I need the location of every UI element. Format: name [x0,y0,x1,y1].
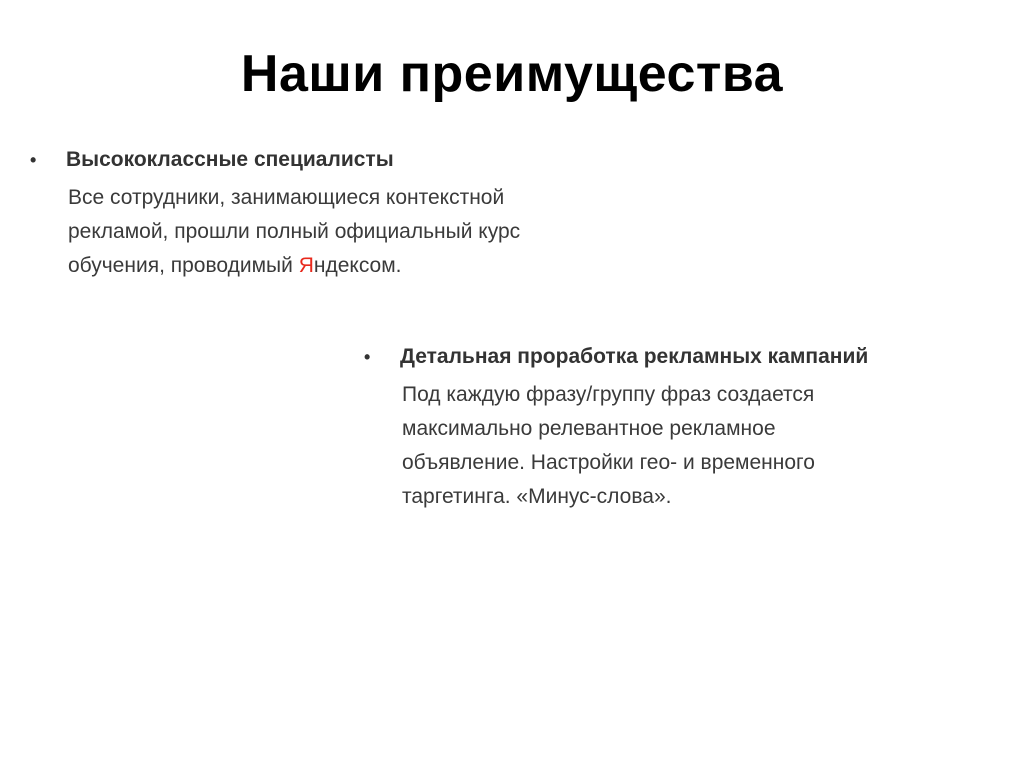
description-line: объявление. Настройки гео- и временного [402,451,815,474]
description-line: рекламой, прошли полный официальный курс [68,220,521,243]
bullet-icon: • [364,347,371,367]
slide-title: Наши преимущества [240,45,784,103]
description-line-text: обучения, проводимый [68,254,299,277]
advantage-heading-text: Высококлассные специалисты [66,148,394,171]
yandex-brand-letter: Я [298,254,314,277]
advantage-description [30,181,670,283]
advantage-heading [364,343,1004,371]
advantage-campaign-detail [364,343,1004,514]
description-line: Все сотрудники, занимающиеся контекстной [68,186,505,209]
description-line: таргетинга. «Минус-слова». [402,485,672,508]
advantage-specialists [30,146,670,283]
bullet-icon: • [30,150,37,170]
description-line: максимально релевантное рекламное [402,417,776,440]
advantage-description [364,378,1004,514]
description-line: Под каждую фразу/группу фраз создается [402,383,815,406]
advantage-heading-text: Детальная проработка рекламных кампаний [400,345,869,368]
yandex-brand-rest: ндексом. [313,254,402,277]
description-line [68,249,670,283]
advantage-heading [30,146,670,174]
